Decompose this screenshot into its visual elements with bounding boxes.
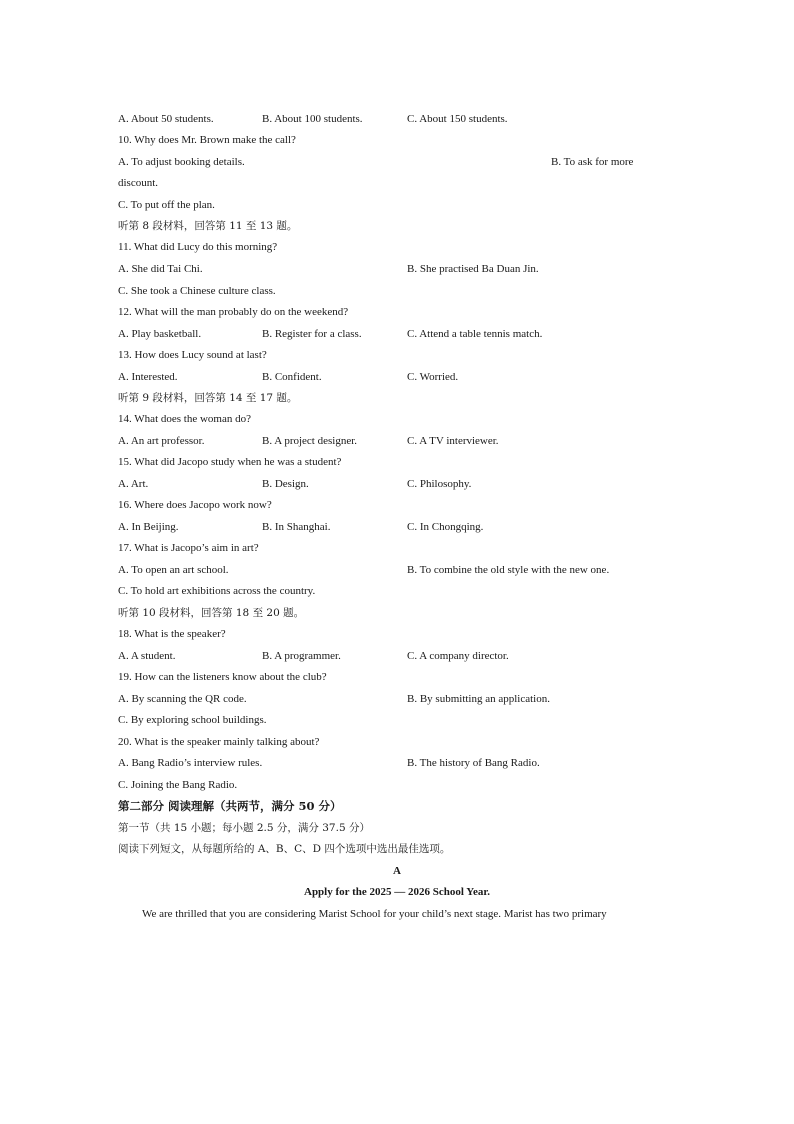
q14-option-a: A. An art professor. [118,435,205,447]
q9-option-b: B. About 100 students. [262,113,363,125]
q15-option-b: B. Design. [262,478,309,490]
q10-option-a: A. To adjust booking details. [118,156,245,168]
q11-options-ab [118,261,539,277]
q20-options-ab [118,755,540,771]
q14-options [118,433,499,449]
q11-option-c: C. She took a Chinese culture class. [118,285,276,297]
passage-title: Apply for the 2025 — 2026 School Year. [304,886,490,898]
q9-option-a: A. About 50 students. [118,113,214,125]
q14-question: 14. What does the woman do? [118,413,251,425]
q18-option-c: C. A company director. [407,650,509,662]
q20-option-b: B. The history of Bang Radio. [407,757,540,769]
q12-option-b: B. Register for a class. [262,328,362,340]
q10-question: 10. Why does Mr. Brown make the call? [118,134,296,146]
q12-options [118,326,543,342]
part2-section1: 第一节（共 15 小题；每小题 2.5 分，满分 37.5 分） [118,822,370,834]
q11-question: 11. What did Lucy do this morning? [118,241,278,253]
q19-option-a: A. By scanning the QR code. [118,693,247,705]
q13-question: 13. How does Lucy sound at last? [118,349,267,361]
q14-option-c: C. A TV interviewer. [407,435,499,447]
q13-option-c: C. Worried. [407,371,459,383]
q10-option-b-continued: discount. [118,177,159,189]
q13-option-b: B. Confident. [262,371,322,383]
q16-option-a: A. In Beijing. [118,521,179,533]
q19-option-c: C. By exploring school buildings. [118,714,267,726]
q17-question: 17. What is Jacopo’s aim in art? [118,542,259,554]
q12-option-c: C. Attend a table tennis match. [407,328,543,340]
q12-question: 12. What will the man probably do on the weekend? [118,306,349,318]
section-instruction-8: 听第 8 段材料，回答第 11 至 13 题。 [118,220,298,232]
passage-label: A [393,865,401,877]
q19-question: 19. How can the listeners know about the club? [118,671,327,683]
q15-question: 15. What did Jacopo study when he was a student? [118,456,342,468]
q19-option-b: B. By submitting an application. [407,693,550,705]
q18-option-b: B. A programmer. [262,650,341,662]
passage-first-line: We are thrilled that you are considering Marist School for your child’s next stage. Marist has two primary [142,908,607,920]
q15-option-a: A. Art. [118,478,149,490]
q16-option-c: C. In Chongqing. [407,521,484,533]
q10-options-ab [118,154,678,170]
q20-option-a: A. Bang Radio’s interview rules. [118,757,263,769]
q18-option-a: A. A student. [118,650,176,662]
part2-instruction: 阅读下列短文，从每题所给的 A、B、C、D 四个选项中选出最佳选项。 [118,843,451,855]
q10-option-b: B. To ask for more [551,156,634,168]
q14-option-b: B. A project designer. [262,435,358,447]
q20-question: 20. What is the speaker mainly talking about? [118,736,320,748]
q17-option-a: A. To open an art school. [118,564,229,576]
q11-option-b: B. She practised Ba Duan Jin. [407,263,539,275]
q16-options [118,519,484,535]
q12-option-a: A. Play basketball. [118,328,202,340]
q18-question: 18. What is the speaker? [118,628,226,640]
q16-question: 16. Where does Jacopo work now? [118,499,272,511]
q15-option-c: C. Philosophy. [407,478,472,490]
q19-options-ab [118,691,550,707]
section-instruction-9: 听第 9 段材料，回答第 14 至 17 题。 [118,392,298,404]
q10-option-c: C. To put off the plan. [118,199,215,211]
q17-option-c: C. To hold art exhibitions across the country. [118,585,316,597]
q13-option-a: A. Interested. [118,371,178,383]
q17-options-ab [118,562,610,578]
q17-option-b: B. To combine the old style with the new one. [407,564,610,576]
q20-option-c: C. Joining the Bang Radio. [118,779,238,791]
q11-option-a: A. She did Tai Chi. [118,263,203,275]
q13-options [118,369,459,385]
q9-option-c: C. About 150 students. [407,113,508,125]
q15-options [118,476,472,492]
part2-heading: 第二部分 阅读理解（共两节，满分 50 分） [118,799,342,813]
q16-option-b: B. In Shanghai. [262,521,331,533]
q9-options [118,111,508,127]
q18-options [118,648,509,664]
section-instruction-10: 听第 10 段材料，回答第 18 至 20 题。 [118,607,305,619]
